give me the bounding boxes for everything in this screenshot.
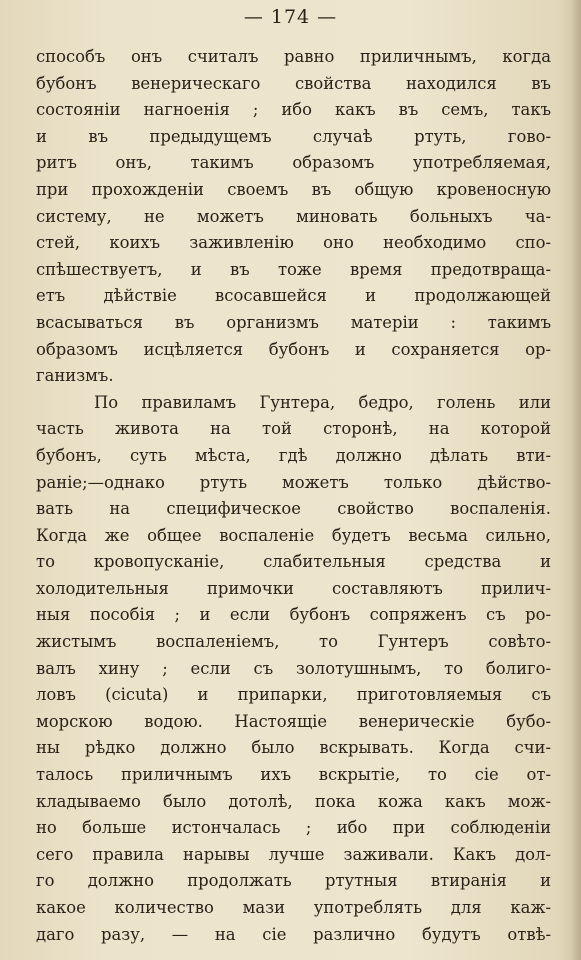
page-number: — 174 — [243,6,338,28]
text-line: жистымъ воспаленіемъ, то Гунтеръ совѣто- [36,632,551,652]
text-line: ритъ онъ, такимъ образомъ употребляемая, [36,153,551,173]
text-line: вать на специфическое свойство воспаленія. [36,499,551,519]
text-line: кладываемо было дотолѣ, пока кожа какъ мож- [36,791,551,811]
text-line: состояніи нагноенія ; ибо какъ въ семъ, такъ [36,100,551,120]
paragraph-start-line: По правиламъ Гунтера, бедро, голень или [94,392,551,412]
page-edge-shadow [571,0,581,960]
text-line: какое количество мази употреблять для каж- [36,898,551,917]
text-line: всасываться въ организмъ матеріи : такимъ [36,312,551,332]
body-text [36,44,551,948]
text-line: ловъ (cicuta) и припарки, приготовляемыя съ [36,685,551,705]
text-line: образомъ исцѣляется бубонъ и сохраняется ор- [36,339,551,359]
text-line: то кровопусканіе, слабительныя средства и [36,552,551,572]
text-line: ныя пособія ; и если бубонъ сопряженъ съ ро- [36,605,551,625]
text-line: спѣшествуетъ, и въ тоже время предотвраща- [36,259,551,279]
text-line: часть живота на той сторонѣ, на которой [36,419,551,439]
text-line: го должно продолжать ртутныя втиранія и [36,871,551,891]
text-line: ны рѣдко должно было вскрывать. Когда счи- [36,738,551,758]
text-line: стей, коихъ заживленію оно необходимо спо- [36,233,551,253]
text-line: но больше истончалась ; ибо при соблюденіи [36,818,551,838]
text-line: холодительныя примочки составляютъ прилич- [36,578,551,598]
text-line: раніе;—однако ртуть можетъ только дѣйство- [36,472,551,492]
text-line: ганизмъ. [36,366,114,386]
text-line: Когда же общее воспаленіе будетъ весьма сильно, [36,525,551,545]
text-line: систему, не можетъ миновать больныхъ ча- [36,206,551,226]
text-line: даго разу, — на сіе различно будутъ отвѣ- [36,924,551,944]
text-line: валъ хину ; если съ золотушнымъ, то болиго- [36,658,551,678]
text-line: етъ дѣйствіе всосавшейся и продолжающей [36,286,551,306]
text-line: способъ онъ считалъ равно приличнымъ, когда [36,47,551,66]
text-line: бубонъ венерическаго свойства находился въ [36,73,551,93]
text-line: морскою водою. Настоящіе венерическіе бубо- [36,711,551,731]
text-line: и въ предыдущемъ случаѣ ртуть, гово- [36,126,551,146]
text-line: талось приличнымъ ихъ вскрытіе, то сіе от- [36,765,551,785]
text-line: бубонъ, суть мѣста, гдѣ должно дѣлать вти- [36,445,551,465]
text-line: сего правила нарывы лучше заживали. Какъ дол- [36,844,551,864]
text-line: при прохожденіи своемъ въ общую кровеносную [36,179,551,199]
